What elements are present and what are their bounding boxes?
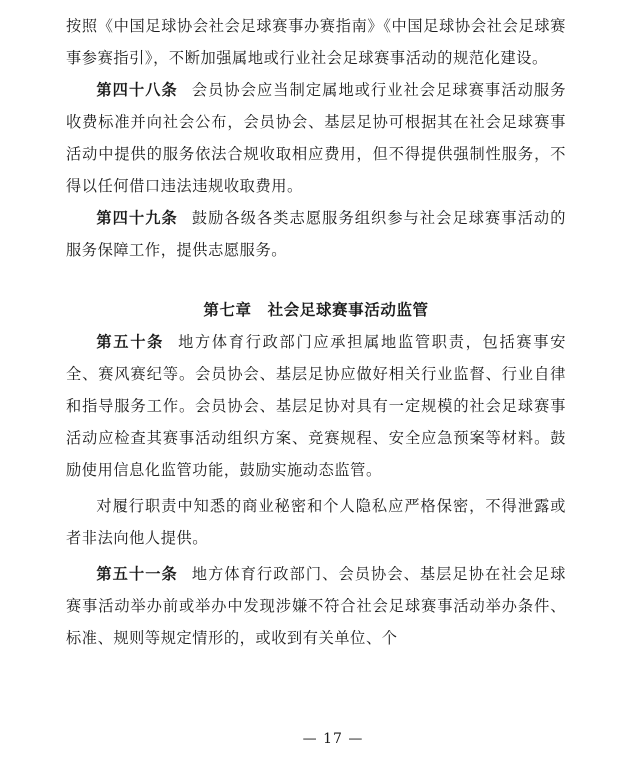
article-text: 地方体育行政部门、会员协会、基层足协在社会足球赛事活动举办前或举办中发现涉嫌不符合社会足球赛事活动举办条件、标准、规则等规定情形的，或收到有关单位、个 bbox=[66, 565, 566, 647]
document-body bbox=[66, 10, 566, 654]
article-48 bbox=[66, 74, 566, 202]
paragraph-continuation bbox=[66, 10, 566, 74]
article-number: 第四十八条 bbox=[96, 81, 178, 99]
article-51 bbox=[66, 558, 566, 654]
chapter-title: 社会足球赛事活动监管 bbox=[267, 300, 429, 319]
article-text: 会员协会应当制定属地或行业社会足球赛事活动服务收费标准并向社会公布，会员协会、基层足协可根据其在社会足球赛事活动中提供的服务依法合规收取相应费用，但不得提供强制性服务，不得以任何借口违法违规收取费用。 bbox=[66, 81, 566, 195]
page-number-footer bbox=[0, 728, 630, 747]
article-number: 第四十九条 bbox=[96, 209, 178, 227]
article-49 bbox=[66, 202, 566, 266]
article-number: 第五十条 bbox=[96, 333, 165, 351]
article-number: 第五十一条 bbox=[96, 565, 178, 583]
paragraph-confidentiality bbox=[66, 490, 566, 554]
article-text: 鼓励各级各类志愿服务组织参与社会足球赛事活动的服务保障工作，提供志愿服务。 bbox=[66, 209, 566, 259]
chapter-number: 第七章 bbox=[203, 300, 252, 319]
paragraph-text: 对履行职责中知悉的商业秘密和个人隐私应严格保密，不得泄露或者非法向他人提供。 bbox=[66, 497, 566, 547]
chapter-heading bbox=[66, 294, 566, 326]
article-50 bbox=[66, 326, 566, 486]
article-text: 地方体育行政部门应承担属地监管职责，包括赛事安全、赛风赛纪等。会员协会、基层足协应做好相关行业监督、行业自律和指导服务工作。会员协会、基层足协对具有一定规模的社会足球赛事活动应检查其赛事活动组织方案、竞赛规程、安全应急预案等材料。鼓励使用信息化监管功能，鼓励实施动态监管。 bbox=[66, 333, 566, 479]
paragraph-text: 按照《中国足球协会社会足球赛事办赛指南》《中国足球协会社会足球赛事参赛指引》，不断加强属地或行业社会足球赛事活动的规范化建设。 bbox=[66, 17, 566, 67]
page-number: — 17 — bbox=[302, 731, 364, 747]
